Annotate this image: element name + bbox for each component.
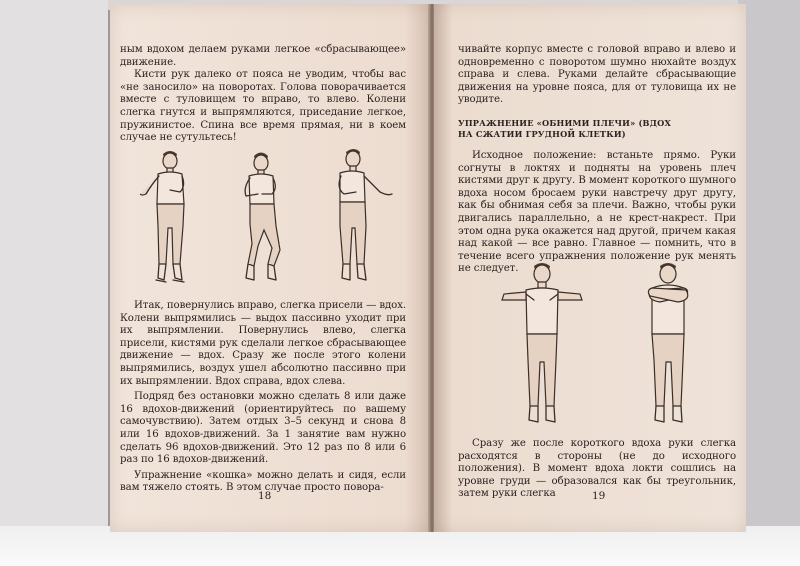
exercise-heading: УПРАЖНЕНИЕ «ОБНИМИ ПЛЕЧИ» (ВДОХ НА СЖАТИИ ГРУДНОЙ КЛЕТКИ)	[458, 118, 671, 139]
left-paragraph-3: Итак, повернулись вправо, слегка присели — вдох. Колени выпрямились — выдох пассивно уходит при их выпрямлении. Повернулись влево, слегка присели, кистями рук сделали легкое сбрасывающее движение — вдох. Сразу же после этого колени выпрямились, воздух ушел абсолютно пассивно при их выпрямлении. Вдох справа, вдох слева.	[120, 300, 406, 387]
scan-background-left	[0, 0, 108, 566]
scan-background-bottom	[0, 526, 800, 566]
page-number-left: 18	[258, 490, 272, 502]
right-paragraph-1: чивайте корпус вместе с головой вправо и влево и одновременно с поворотом шумно нюхайте воздух справа и слева. Руками делайте сбрасывающие движения на уровне пояса, для от туловища их не уводите.	[458, 44, 736, 106]
book-page-left	[110, 4, 430, 532]
page-number-right: 19	[592, 490, 606, 502]
scan-background-right	[738, 0, 800, 566]
right-paragraph-2: Исходное положение: встаньте прямо. Руки согнуты в локтях и подняты на уровень плеч кистями друг к другу. В момент короткого шумного вдоха носом бросаем руки навстречу друг другу, как бы обнимая себя за плечи. Важно, чтобы руки двигались параллельно, а не крест-накрест. При этом одна рука окажется над другой, причем какая над какой — все равно. Главное — помнить, что в течение всего упражнения положение рук менять не следует.	[458, 150, 736, 275]
figure-turn-right	[130, 146, 210, 291]
right-paragraph-3: Сразу же после короткого вдоха руки слегка расходятся в стороны (не до исходного положения). В момент вдоха локти сошлись на уровне груди — образовался как бы треугольник, затем руки слегка	[458, 438, 736, 500]
right-text-top	[458, 44, 736, 107]
book-page-right	[434, 4, 746, 532]
left-paragraph-1: ным вдохом делаем руками легкое «сбрасывающее» движение.	[120, 44, 406, 68]
left-paragraph-2: Кисти рук далеко от пояса не уводим, чтобы вас «не заносило» на поворотах. Голова поворачивается вместе с туловищем то вправо, то влево. Колени слегка гнутся и выпрямляются, приседание легкое, пружинистое. Спина все время прямая, ни в коем случае не сутультесь!	[120, 69, 406, 144]
figure-arms-open	[494, 260, 590, 430]
right-text-middle	[458, 150, 736, 276]
figure-turn-left	[322, 146, 402, 291]
figure-hug-shoulders	[630, 260, 710, 430]
left-paragraph-5: Упражнение «кошка» можно делать и сидя, если вам тяжело стоять. В этом случае просто повора-	[120, 469, 406, 494]
figure-turn-center	[228, 146, 298, 291]
left-text-top	[120, 44, 406, 145]
left-paragraph-4: Подряд без остановки можно сделать 8 или даже 16 вдохов-движений (ориентируйтесь по вашему самочувствию). Затем отдых 3–5 секунд и снова 8 или 16 вдохов-движений. За 1 занятие вам нужно сделать 96 вдохов-движений. Это 12 раз по 8 или 6 раз по 16 вдохов-движений.	[120, 391, 406, 466]
left-text-bottom	[120, 300, 406, 495]
